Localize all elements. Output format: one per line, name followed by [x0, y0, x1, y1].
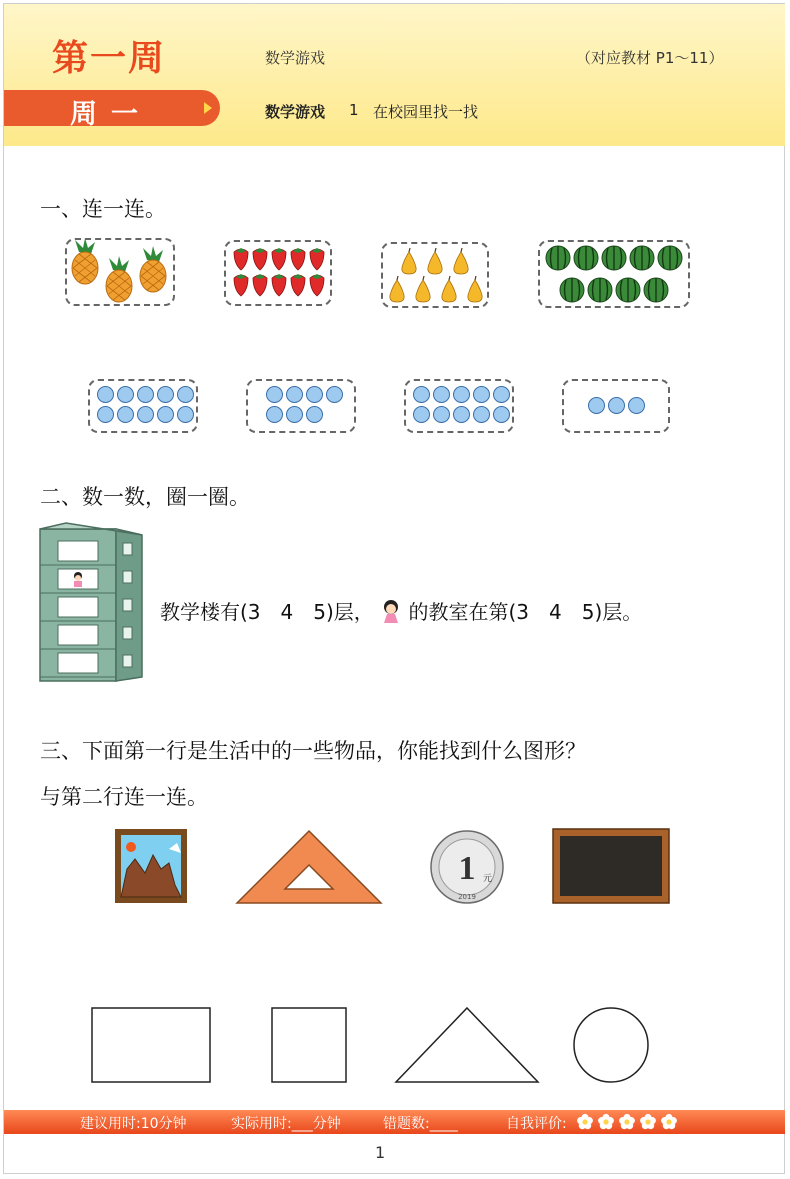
blackboard-icon[interactable] [553, 829, 669, 903]
coin-unit: 元 [483, 874, 493, 884]
section1-title: 一、连一连。 [40, 197, 166, 221]
flower-icon [577, 1114, 593, 1129]
classroom-window [58, 541, 98, 561]
strawberry-icon [253, 274, 267, 296]
pear-icon [468, 276, 482, 302]
pineapple-icon [106, 256, 132, 302]
building-question [160, 596, 642, 625]
strawberry-icon [234, 248, 248, 270]
suggested-time: 建议用时:10分钟 [80, 1116, 187, 1132]
set-square-icon[interactable] [235, 829, 383, 905]
counting-dot [493, 406, 510, 423]
counting-dot [97, 406, 114, 423]
section2-title: 二、数一数，圈一圈。 [40, 485, 250, 509]
question-part1: 教学楼有(3 4 5)层， [160, 600, 374, 624]
watermelon-icon [644, 278, 668, 302]
counting-dot [137, 406, 154, 423]
lesson-name: 在校园里找一找 [373, 103, 479, 121]
counting-dot [266, 386, 283, 403]
strawberry-icon [310, 274, 324, 296]
header-subject: 数学游戏 [265, 49, 326, 67]
counting-dot [433, 406, 450, 423]
pear-icon [442, 276, 456, 302]
section3-title-line2: 与第二行连一连。 [40, 785, 208, 809]
school-building-icon [40, 527, 144, 683]
dot-group [97, 386, 194, 423]
counting-dot [286, 386, 303, 403]
picture-frame-icon[interactable] [115, 829, 187, 903]
counting-dot [628, 397, 645, 414]
flower-icon [640, 1114, 656, 1129]
counting-dot [266, 406, 283, 423]
question-part2: 的教室在第(3 4 5)层。 [408, 600, 643, 624]
pear-icon [402, 248, 416, 274]
watermelon-icon [546, 246, 570, 270]
square-shape[interactable] [270, 1006, 348, 1084]
counting-dot [137, 386, 154, 403]
rectangle-shape[interactable] [90, 1006, 212, 1084]
counting-dot [177, 406, 194, 423]
strawberry-icon [291, 248, 305, 270]
lesson-number: 1 [349, 101, 359, 119]
counting-dot [177, 386, 194, 403]
triangle-shape[interactable] [394, 1006, 540, 1084]
section3-title-line1: 三、下面第一行是生活中的一些物品，你能找到什么图形？ [40, 739, 586, 763]
pineapple-icon [140, 246, 166, 292]
counting-dot [286, 406, 303, 423]
textbook-reference: （对应教材 P1～11） [576, 49, 724, 67]
counting-dot [453, 386, 470, 403]
counting-dot [157, 406, 174, 423]
actual-time[interactable]: 实际用时:___分钟 [231, 1116, 341, 1132]
dot-group [588, 397, 645, 414]
counting-dot [306, 386, 323, 403]
triangle-arrow-icon [204, 102, 212, 114]
coin-year: 2019 [458, 893, 476, 901]
counting-dot [473, 386, 490, 403]
counting-dot [157, 386, 174, 403]
classroom-window [58, 597, 98, 617]
strawberry-icon [272, 248, 286, 270]
strawberry-icon [310, 248, 324, 270]
watermelon-icon [602, 246, 626, 270]
pear-icon [416, 276, 430, 302]
self-evaluation-flowers[interactable] [576, 1113, 686, 1131]
girl-icon [380, 599, 402, 623]
pineapple-icon [72, 238, 98, 284]
strawberry-icon [234, 274, 248, 296]
pear-icon [428, 248, 442, 274]
watermelon-icon [574, 246, 598, 270]
classroom-window [58, 625, 98, 645]
flower-icon [661, 1114, 677, 1129]
counting-dot [493, 386, 510, 403]
dot-group [413, 386, 510, 423]
watermelon-icon [560, 278, 584, 302]
dot-group [266, 386, 343, 423]
classroom-window [58, 653, 98, 673]
counting-dot [117, 406, 134, 423]
counting-dot [473, 406, 490, 423]
flower-icon [598, 1114, 614, 1129]
watermelon-icon [630, 246, 654, 270]
strawberry-group [224, 240, 332, 306]
counting-dot [413, 406, 430, 423]
counting-dot [306, 406, 323, 423]
watermelon-group [538, 240, 690, 308]
strawberry-icon [253, 248, 267, 270]
watermelon-icon [588, 278, 612, 302]
coin-icon[interactable] [429, 829, 505, 905]
counting-dot [413, 386, 430, 403]
strawberry-icon [272, 274, 286, 296]
watermelon-icon [616, 278, 640, 302]
flower-icon [619, 1114, 635, 1129]
pineapple-group [65, 238, 175, 306]
lesson-type: 数学游戏 [265, 103, 326, 121]
circle-shape[interactable] [572, 1006, 650, 1084]
day-label: 周一 [70, 99, 152, 130]
counting-dot [97, 386, 114, 403]
pear-icon [390, 276, 404, 302]
coin-value: 1 [458, 850, 476, 887]
week-title: 第一周 [52, 38, 167, 79]
pear-group [381, 242, 489, 308]
strawberry-icon [291, 274, 305, 296]
counting-dot [117, 386, 134, 403]
pear-icon [454, 248, 468, 274]
watermelon-icon [658, 246, 682, 270]
self-evaluation-label: 自我评价: [506, 1116, 567, 1132]
counting-dot [326, 386, 343, 403]
counting-dot [433, 386, 450, 403]
counting-dot [588, 397, 605, 414]
counting-dot [453, 406, 470, 423]
page-number: 1 [375, 1143, 386, 1162]
error-count[interactable]: 错题数:____ [383, 1116, 458, 1132]
counting-dot [608, 397, 625, 414]
